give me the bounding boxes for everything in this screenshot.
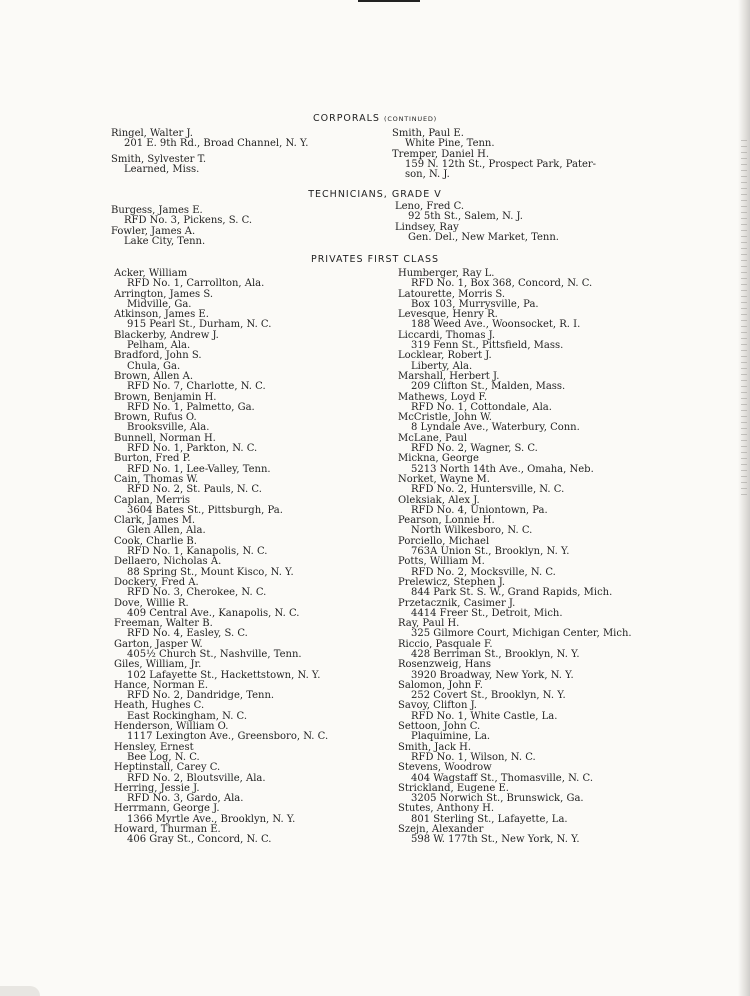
entry-name: Burgess, James E. <box>111 205 203 216</box>
entry-address: Liberty, Ala. <box>411 360 473 372</box>
entry-name: Pearson, Lonnie H. <box>398 515 495 527</box>
roster-entry <box>398 290 632 311</box>
corporals-heading <box>0 113 750 124</box>
entry-address: 1117 Lexington Ave., Greensboro, N. C. <box>127 731 329 743</box>
entry-name: Salomon, John F. <box>398 679 483 691</box>
roster-entry <box>398 516 632 537</box>
roster-entry <box>398 660 632 681</box>
entry-address: 404 Wagstaff St., Thomasville, N. C. <box>411 772 594 784</box>
entry-name: Freeman, Walter B. <box>114 618 213 630</box>
roster-entry <box>398 640 632 661</box>
roster-entry <box>392 129 596 150</box>
roster-entry <box>114 722 328 743</box>
privates-left-column <box>114 269 328 846</box>
entry-name: Herring, Jessie J. <box>114 782 200 794</box>
roster-entry <box>114 599 328 620</box>
entry-address: 5213 North 14th Ave., Omaha, Neb. <box>411 463 594 475</box>
roster-entry <box>114 619 328 640</box>
roster-entry <box>114 454 328 475</box>
entry-name: Brown, Benjamin H. <box>114 391 217 403</box>
entry-address: 1366 Myrtle Ave., Brooklyn, N. Y. <box>127 813 296 825</box>
entry-name: Mathews, Loyd F. <box>398 391 488 403</box>
entry-name: Locklear, Robert J. <box>398 350 492 362</box>
entry-name: Burton, Fred P. <box>114 453 191 465</box>
entry-name: Leno, Fred C. <box>395 201 465 212</box>
roster-entry <box>114 393 328 414</box>
entry-name: Latourette, Morris S. <box>398 288 506 300</box>
entry-address: RFD No. 1, Lee-Valley, Tenn. <box>127 463 271 475</box>
entry-name: Acker, William <box>114 268 188 279</box>
entry-address: 3205 Norwich St., Brunswick, Ga. <box>411 793 584 805</box>
entry-name: Ray, Paul H. <box>398 618 460 630</box>
entry-address: East Rockingham, N. C. <box>127 710 248 722</box>
entry-name: Smith, Jack H. <box>398 741 472 753</box>
entry-name: Potts, William M. <box>398 556 485 568</box>
entry-name: Tremper, Daniel H. <box>392 148 490 160</box>
roster-entry <box>114 804 328 825</box>
roster-entry <box>114 557 328 578</box>
entry-address: Learned, Miss. <box>124 163 200 175</box>
roster-entry <box>398 351 632 372</box>
roster-entry <box>398 722 632 743</box>
entry-address: Pelham, Ala. <box>127 340 191 352</box>
entry-name: Dove, Willie R. <box>114 597 189 609</box>
entry-name: Strickland, Eugene E. <box>398 782 509 794</box>
roster-entry <box>114 269 328 290</box>
entry-address: Gen. Del., New Market, Tenn. <box>408 231 559 243</box>
entry-name: Marshall, Herbert J. <box>398 370 500 382</box>
entry-address: 598 W. 177th St., New York, N. Y. <box>411 834 580 846</box>
roster-entry <box>398 804 632 825</box>
entry-name: Giles, William, Jr. <box>114 659 202 671</box>
entry-name: Heath, Hughes C. <box>114 700 205 712</box>
entry-name: Henderson, William O. <box>114 721 229 733</box>
corner-smudge <box>0 986 40 996</box>
roster-entry <box>111 155 308 176</box>
entry-address: 801 Sterling St., Lafayette, La. <box>411 813 568 825</box>
roster-entry <box>114 496 328 517</box>
entry-address: Plaquimine, La. <box>411 731 491 743</box>
entry-name: Rosenzweig, Hans <box>398 659 491 671</box>
entry-address: RFD No. 2, Dandridge, Tenn. <box>127 690 275 702</box>
entry-name: Przetacznik, Casimer J. <box>398 597 516 609</box>
roster-entry <box>395 202 559 223</box>
entry-address: RFD No. 1, Palmetto, Ga. <box>127 401 255 413</box>
entry-address: RFD No. 3, Gardo, Ala. <box>127 793 244 805</box>
entry-address: 915 Pearl St., Durham, N. C. <box>127 319 272 331</box>
technicians-left-column <box>111 206 252 247</box>
entry-address: 763A Union St., Brooklyn, N. Y. <box>411 546 570 558</box>
entry-name: Smith, Sylvester T. <box>111 153 207 165</box>
entry-name: Garton, Jasper W. <box>114 638 203 650</box>
entry-address: 8 Lyndale Ave., Waterbury, Conn. <box>411 422 580 434</box>
roster-entry <box>392 150 596 181</box>
entry-name: Lindsey, Ray <box>395 221 459 233</box>
roster-entry <box>111 227 252 248</box>
entry-address: 201 E. 9th Rd., Broad Channel, N. Y. <box>124 138 309 150</box>
entry-address: RFD No. 1, Kanapolis, N. C. <box>127 546 268 558</box>
entry-name: Liccardi, Thomas J. <box>398 329 496 341</box>
roster-entry <box>398 578 632 599</box>
roster-entry <box>111 206 252 227</box>
entry-address: RFD No. 2, Wagner, S. C. <box>411 443 538 455</box>
entry-name: Arrington, James S. <box>114 288 214 300</box>
entry-name: Heptinstall, Carey C. <box>114 762 221 774</box>
corporals-left-column <box>111 129 308 180</box>
entry-name: Herrmann, George J. <box>114 803 220 815</box>
entry-name: Prelewicz, Stephen J. <box>398 576 506 588</box>
roster-entry <box>398 825 632 846</box>
entry-name: Bunnell, Norman H. <box>114 432 216 444</box>
entry-address: 159 N. 12th St., Prospect Park, Pater- <box>405 158 597 170</box>
roster-entry <box>114 413 328 434</box>
entry-address: RFD No. 4, Uniontown, Pa. <box>411 504 548 516</box>
roster-entry <box>398 743 632 764</box>
roster-entry <box>398 413 632 434</box>
entry-address: 428 Berriman St., Brooklyn, N. Y. <box>411 648 580 660</box>
entry-name: Brown, Rufus O. <box>114 412 197 424</box>
entry-name: Dockery, Fred A. <box>114 576 199 588</box>
entry-name: Howard, Thurman E. <box>114 824 221 836</box>
roster-entry <box>398 454 632 475</box>
roster-entry <box>114 475 328 496</box>
roster-entry <box>398 393 632 414</box>
roster-entry <box>398 681 632 702</box>
roster-entry <box>398 557 632 578</box>
entry-address: 3920 Broadway, New York, N. Y. <box>411 669 574 681</box>
entry-address: RFD No. 7, Charlotte, N. C. <box>127 381 266 393</box>
roster-entry <box>395 223 559 244</box>
entry-name: Fowler, James A. <box>111 225 196 237</box>
corporals-right-column <box>392 129 596 180</box>
entry-name: Szejn, Alexander <box>398 824 484 836</box>
roster-entry <box>398 269 632 290</box>
entry-address: Box 103, Murrysville, Pa. <box>411 298 539 310</box>
entry-address: 325 Gilmore Court, Michigan Center, Mich. <box>411 628 632 640</box>
entry-address: North Wilkesboro, N. C. <box>411 525 533 537</box>
roster-entry <box>114 372 328 393</box>
entry-address: 4414 Freer St., Detroit, Mich. <box>411 607 563 619</box>
entry-address: 209 Clifton St., Malden, Mass. <box>411 381 566 393</box>
entry-name: Levesque, Henry R. <box>398 309 498 321</box>
entry-address: RFD No. 1, White Castle, La. <box>411 710 558 722</box>
entry-address: 406 Gray St., Concord, N. C. <box>127 834 272 846</box>
top-edge-mark <box>358 0 420 2</box>
entry-address: 188 Weed Ave., Woonsocket, R. I. <box>411 319 581 331</box>
roster-entry <box>114 310 328 331</box>
entry-name: Porciello, Michael <box>398 535 490 547</box>
entry-name: Cain, Thomas W. <box>114 473 199 485</box>
entry-address: RFD No. 2, Huntersville, N. C. <box>411 484 565 496</box>
entry-name: Savoy, Clifton J. <box>398 700 477 712</box>
entry-address: White Pine, Tenn. <box>405 138 495 150</box>
roster-entry <box>114 537 328 558</box>
entry-address-continued: son, N. J. <box>405 169 450 181</box>
entry-name: McLane, Paul <box>398 432 468 444</box>
entry-address: RFD No. 3, Cherokee, N. C. <box>127 587 267 599</box>
roster-entry <box>114 640 328 661</box>
entry-name: Ringel, Walter J. <box>111 128 193 139</box>
entry-name: Stutes, Anthony H. <box>398 803 495 815</box>
roster-entry <box>114 331 328 352</box>
entry-name: Riccio, Pasquale F. <box>398 638 493 650</box>
entry-name: McCristle, John W. <box>398 412 492 424</box>
roster-entry <box>398 475 632 496</box>
entry-address: Midville, Ga. <box>127 298 192 310</box>
roster-entry <box>398 784 632 805</box>
roster-entry <box>114 660 328 681</box>
entry-address: RFD No. 2, Bloutsville, Ala. <box>127 772 266 784</box>
roster-entry <box>114 290 328 311</box>
roster-entry <box>114 434 328 455</box>
roster-entry <box>398 763 632 784</box>
entry-name: Clark, James M. <box>114 515 196 527</box>
roster-entry <box>114 701 328 722</box>
entry-address: RFD No. 2, Mocksville, N. C. <box>411 566 556 578</box>
roster-entry <box>111 129 308 150</box>
entry-address: RFD No. 3, Pickens, S. C. <box>124 215 253 227</box>
entry-address: 102 Lafayette St., Hackettstown, N. Y. <box>127 669 321 681</box>
roster-entry <box>398 331 632 352</box>
entry-address: Chula, Ga. <box>127 360 181 372</box>
entry-address: Lake City, Tenn. <box>124 235 206 247</box>
technicians-heading: TECHNICIANS, GRADE V <box>308 189 442 200</box>
entry-name: Hance, Norman E. <box>114 679 209 691</box>
entry-name: Mickna, George <box>398 453 479 465</box>
entry-address: 92 5th St., Salem, N. J. <box>408 211 523 223</box>
entry-address: 409 Central Ave., Kanapolis, N. C. <box>127 607 300 619</box>
roster-entry <box>114 763 328 784</box>
entry-name: Smith, Paul E. <box>392 128 464 139</box>
roster-entry <box>114 516 328 537</box>
roster-entry <box>398 372 632 393</box>
corporals-subtitle: (CONTINUED) <box>383 115 437 123</box>
entry-address: 405½ Church St., Nashville, Tenn. <box>127 648 302 660</box>
privates-heading: PRIVATES FIRST CLASS <box>310 254 440 265</box>
entry-address: RFD No. 4, Easley, S. C. <box>127 628 248 640</box>
entry-address: RFD No. 1, Box 368, Concord, N. C. <box>411 278 593 290</box>
entry-name: Oleksiak, Alex J. <box>398 494 480 506</box>
entry-name: Bradford, John S. <box>114 350 202 362</box>
roster-entry <box>114 578 328 599</box>
roster-entry <box>114 681 328 702</box>
entry-address: Brooksville, Ala. <box>127 422 210 434</box>
entry-address: RFD No. 1, Parkton, N. C. <box>127 443 258 455</box>
technicians-right-column <box>395 202 559 243</box>
entry-address: RFD No. 2, St. Pauls, N. C. <box>127 484 262 496</box>
entry-name: Humberger, Ray L. <box>398 268 495 279</box>
entry-address: 319 Fenn St., Pittsfield, Mass. <box>411 340 564 352</box>
entry-address: 88 Spring St., Mount Kisco, N. Y. <box>127 566 294 578</box>
roster-entry <box>398 434 632 455</box>
roster-entry <box>398 619 632 640</box>
privates-right-column <box>398 269 632 846</box>
entry-name: Cook, Charlie B. <box>114 535 197 547</box>
entry-address: RFD No. 1, Wilson, N. C. <box>411 751 536 763</box>
entry-address: 252 Covert St., Brooklyn, N. Y. <box>411 690 566 702</box>
roster-entry <box>114 825 328 846</box>
entry-address: Glen Allen, Ala. <box>127 525 206 537</box>
entry-address: RFD No. 1, Carrollton, Ala. <box>127 278 265 290</box>
entry-address: Bee Log, N. C. <box>127 751 200 763</box>
entry-name: Norket, Wayne M. <box>398 473 490 485</box>
roster-entry <box>114 743 328 764</box>
roster-entry <box>398 310 632 331</box>
roster-entry <box>398 599 632 620</box>
roster-entry <box>114 784 328 805</box>
entry-address: 3604 Bates St., Pittsburgh, Pa. <box>127 504 283 516</box>
entry-name: Stevens, Woodrow <box>398 762 492 774</box>
roster-entry <box>114 351 328 372</box>
entry-name: Caplan, Merris <box>114 494 191 506</box>
roster-entry <box>398 701 632 722</box>
corporals-title: CORPORALS <box>312 113 380 124</box>
roster-entry <box>398 537 632 558</box>
entry-name: Blackerby, Andrew J. <box>114 329 219 341</box>
entry-name: Dellaero, Nicholas A. <box>114 556 222 568</box>
entry-address: RFD No. 1, Cottondale, Ala. <box>411 401 552 413</box>
entry-name: Hensley, Ernest <box>114 741 194 753</box>
entry-name: Atkinson, James E. <box>114 309 209 321</box>
entry-name: Settoon, John C. <box>398 721 481 733</box>
entry-name: Brown, Allen A. <box>114 370 194 382</box>
roster-entry <box>398 496 632 517</box>
entry-address: 844 Park St. S. W., Grand Rapids, Mich. <box>411 587 613 599</box>
